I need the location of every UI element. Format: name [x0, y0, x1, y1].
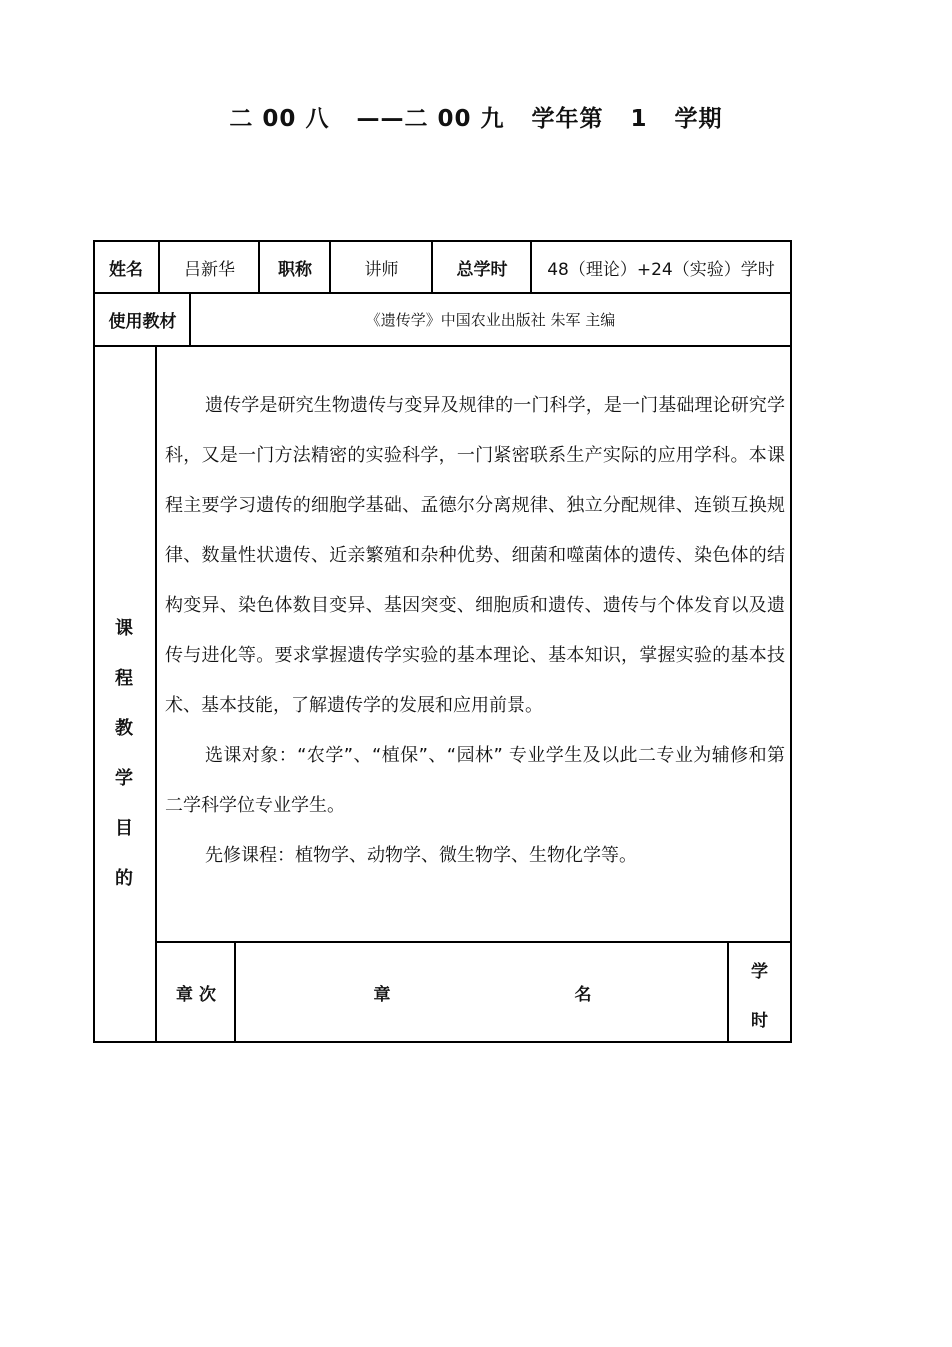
- total-hours-label: 总学时: [456, 259, 508, 280]
- textbook-label: 使用教材: [108, 312, 177, 332]
- label-char: 学: [115, 768, 133, 789]
- hours-header-char: 学: [751, 961, 768, 982]
- prerequisites-paragraph: 先修课程：植物学、动物学、微生物学、生物化学等。: [205, 845, 637, 866]
- purpose-paragraph: 遗传学是研究生物遗传与变异及规律的一门科学，是一门基础理论研究学科，又是一门方法精密的实验科学，一门紧密联系生产实际的应用学科。本课程主要学习遗传的细胞学基础、孟德尔分离规律、独立分配规律、连锁互换规律、数量性状遗传、近亲繁殖和杂种优势、细菌和噬菌体的遗传、染色体的结构变异、染色体数目变异、基因突变、细胞质和遗传、遗传与个体发育以及遗传与进化等。要求掌握遗传学实验的基本理论、基本知识，掌握实验的基本技术、基本技能，了解遗传学的发展和应用前景。: [165, 395, 785, 716]
- label-char: 教: [115, 718, 133, 739]
- col-divider: [155, 345, 157, 1042]
- name-value: 吕新华: [184, 259, 235, 280]
- rank-value: 讲师: [364, 259, 399, 280]
- label-char: 课: [115, 618, 133, 639]
- chapter-number-header: 章 次: [176, 985, 216, 1005]
- chapter-name-header-char: 名: [574, 985, 592, 1005]
- page-title: 二 00 八 ——二 00 九 学年第 1 学期: [229, 106, 723, 132]
- label-char: 的: [115, 868, 133, 889]
- textbook-value: 《遗传学》中国农业出版社 朱军 主编: [365, 311, 616, 329]
- course-purpose-label: [100, 604, 148, 904]
- rank-label: 职称: [278, 259, 312, 280]
- chapter-name-header-char: 章: [373, 985, 391, 1005]
- name-label: 姓名: [109, 259, 143, 280]
- label-char: 程: [115, 668, 133, 689]
- total-hours-value: 48（理论）+24（实验）学时: [547, 259, 775, 280]
- row-divider: [93, 345, 792, 347]
- target-students-paragraph: 选课对象：“农学”、“植保”、“园林” 专业学生及以此二专业为辅修和第二学科学位专业学生。: [165, 745, 785, 816]
- label-char: 目: [115, 818, 133, 839]
- row-divider: [155, 941, 792, 943]
- hours-header-char: 时: [751, 1010, 768, 1031]
